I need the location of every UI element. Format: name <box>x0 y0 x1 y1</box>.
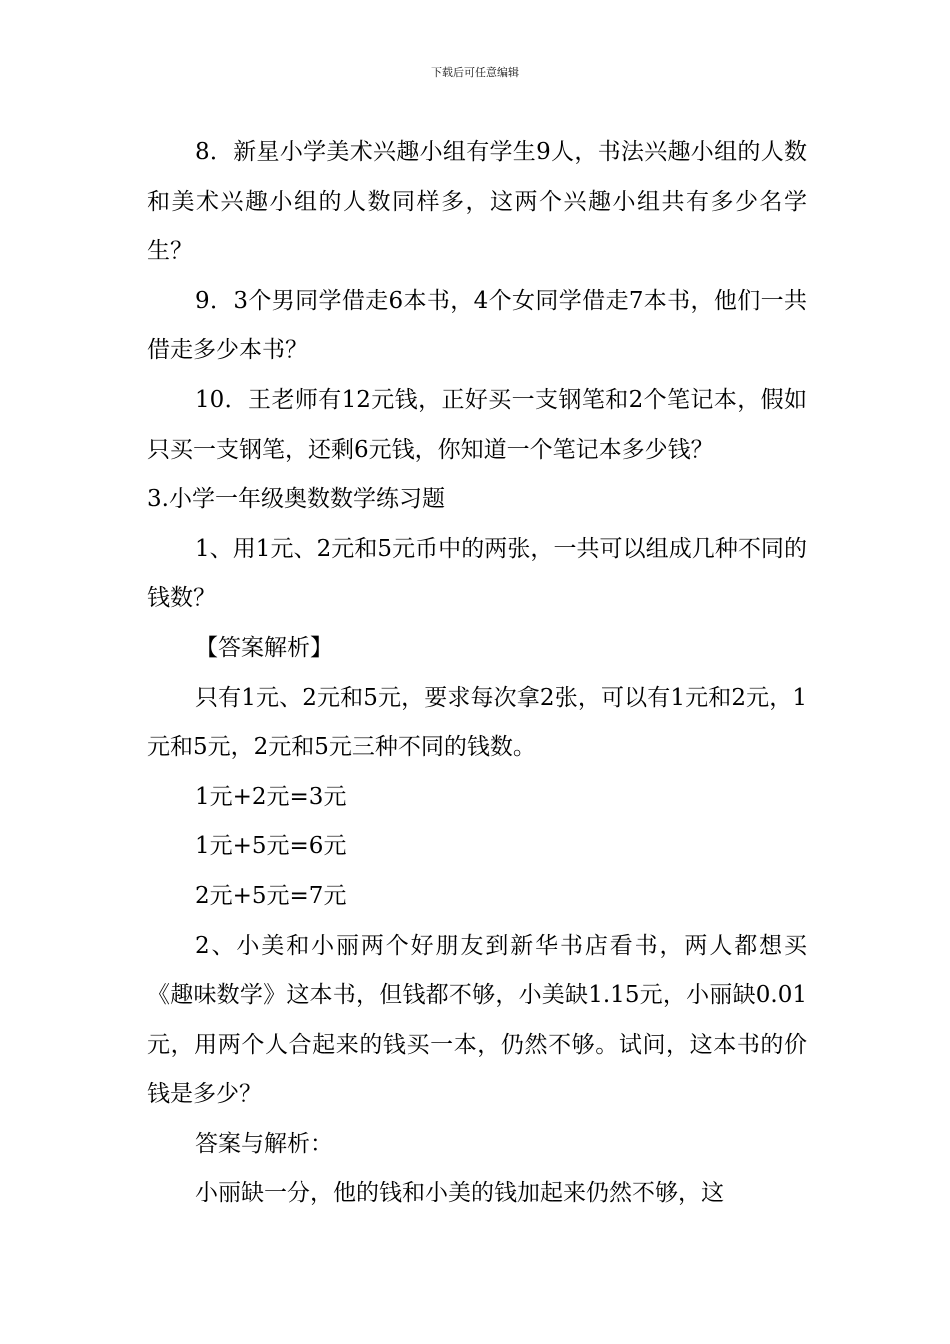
exercise-2-answer-title: 答案与解析： <box>195 1130 333 1157</box>
exercise-2: 2、小美和小丽两个好朋友到新华书店看书，两人都想买《趣味数学》这本书，但钱都不够，小美缺1.15元，小丽缺0.01元，用两个人合起来的钱买一本，仍然不够。试问，这本书的价钱是多少？ <box>147 932 807 1108</box>
question-10: 10．王老师有12元钱，正好买一支钢笔和2个笔记本，假如只买一支钢笔，还剩6元钱，你知道一个笔记本多少钱？ <box>147 386 807 463</box>
equation-1: 1元+2元=3元 <box>195 783 347 810</box>
exercise-1-answer-title: 【答案解析】 <box>195 634 333 661</box>
page-header-note: 下载后可任意编辑 <box>431 66 519 79</box>
exercise-1-answer: 只有1元、2元和5元，要求每次拿2张，可以有1元和2元，1元和5元，2元和5元三种不同的钱数。 <box>147 684 807 761</box>
document-body <box>147 128 807 1219</box>
question-8: 8．新星小学美术兴趣小组有学生9人，书法兴趣小组的人数和美术兴趣小组的人数同样多，这两个兴趣小组共有多少名学生？ <box>147 139 807 265</box>
equation-3: 2元+5元=7元 <box>195 882 347 909</box>
section-heading: 3.小学一年级奥数数学练习题 <box>147 486 445 513</box>
exercise-1: 1、用1元、2元和5元币中的两张，一共可以组成几种不同的钱数？ <box>147 535 807 612</box>
exercise-2-answer: 小丽缺一分，他的钱和小美的钱加起来仍然不够，这 <box>195 1180 724 1207</box>
equation-2: 1元+5元=6元 <box>195 833 347 860</box>
question-9: 9．3个男同学借走6本书，4个女同学借走7本书，他们一共借走多少本书？ <box>147 287 807 364</box>
